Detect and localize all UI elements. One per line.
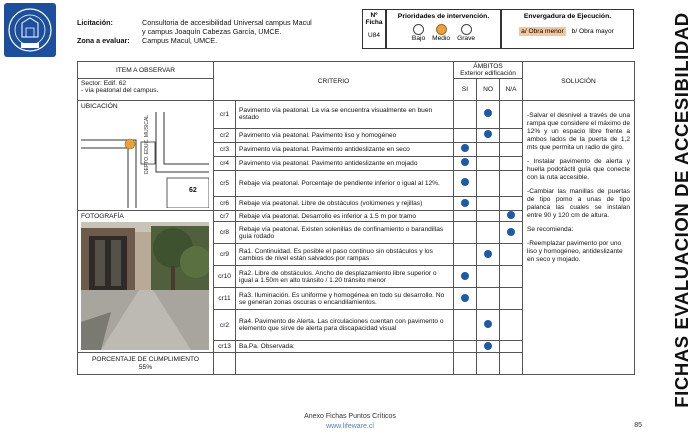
evaluation-table	[77, 61, 635, 375]
table-row: cr2 Pavimento vía peatonal. Pavimento liso y homogéneo	[78, 128, 635, 142]
solucion-text-1: -Salvar el desnivel a través de una rampa que considere el máximo de 12% y un espacio libre frente a ambos lados de la puerta de 1,2 mts que permita un radio de giro.	[527, 112, 631, 151]
fotografia-label: FOTOGRAFÍA	[81, 213, 124, 220]
item-header: ITEM A OBSERVAR	[78, 62, 214, 79]
cell-no	[477, 101, 500, 129]
mark-dot-icon	[461, 294, 469, 302]
col-si: SI	[454, 79, 477, 101]
ubicacion-label: UBICACIÓN	[81, 103, 118, 110]
table-row: cr9 Ra1. Continuidad. Es posible el paso continuo sin obstáculos y los cambios de nivel están salvados por rampas	[78, 244, 635, 266]
solucion-text-2: - Instalar pavimento de alerta y huella podotáctil guía que conecte con la ruta accesible.	[527, 158, 631, 181]
map-street-label: DEPTO. EDUC. MUSICAL	[144, 114, 150, 174]
table-row: cr4 Pavimento vía peatonal. Pavimento antideslizante en mojado	[78, 156, 635, 170]
solucion-text-4: Se recomienda:	[527, 226, 574, 233]
row-criterio: Pavimento vía peatonal. La vía se encuentra visualmente en buen estado	[236, 101, 454, 129]
licitacion-value: Consultoria de accesibilidad Universal campus Macul y campus Joaquín Cabezas García, UMCE.	[142, 18, 312, 36]
porcentaje-label: PORCENTAJE DE CUMPLIMIENTO	[91, 355, 200, 363]
solucion-text-5: -Reemplazar pavimento por uno liso y homogéneo, antideslizante en seco y mojado.	[527, 240, 623, 263]
mark-dot-icon	[484, 130, 492, 138]
envergadura-option-b[interactable]: b/ Obra mayor	[571, 28, 614, 35]
solucion-text-3: -Cambiar las manillas de puertas de tipo pomo a unas de tipo palanca las cuales se instalan entre 90 y 120 cm de altura.	[527, 188, 631, 219]
mark-dot-icon	[484, 250, 492, 258]
prioridades-box: Prioridades de intervención. Bajo Medio Grave	[386, 9, 501, 49]
col-na: N/A	[500, 79, 523, 101]
zona-label: Zona a evaluar:	[77, 36, 130, 45]
table-row	[78, 101, 635, 129]
table-row: cr6 Rebaje vía peatonal. Libre de obstáculos (volúmenes y rejillas)	[78, 197, 635, 211]
location-marker-icon	[125, 139, 135, 149]
mark-dot-icon	[484, 109, 492, 117]
licitacion-label: Licitación:	[77, 18, 113, 27]
mark-dot-icon	[461, 199, 469, 207]
footer-link[interactable]: www.lifeware.cl	[326, 423, 374, 430]
table-row: cr10 Ra2. Libre de obstáculos. Ancho de desplazamiento libre superior o igual a 1.50m en alto tránsito / 1.20 tránsito menor	[78, 266, 635, 288]
criterio-header: CRITERIO	[214, 62, 454, 101]
solucion-cell	[523, 101, 635, 375]
table-row: cr11 Ra3. Iluminación. Es uniforme y homogénea en todo su desarrollo. No se generan zonas oscuras o encandilamientos.	[78, 288, 635, 310]
fotografia-cell	[78, 211, 214, 353]
mark-dot-icon	[484, 320, 492, 328]
footer-title: Anexo Fichas Puntos Críticos	[304, 413, 396, 420]
table-row: cr5 Rebaje vía peatonal. Porcentaje de pendiente inferior o igual al 12%.	[78, 170, 635, 197]
cell-si	[454, 101, 477, 129]
porcentaje-cell	[78, 353, 214, 375]
solucion-header: SOLUCIÓN	[523, 62, 635, 101]
ficha-number-box: Nº Ficha U84	[362, 9, 386, 49]
zona-value: Campus Macul, UMCE.	[142, 36, 218, 45]
ubicacion-cell	[78, 101, 214, 211]
mark-dot-icon	[461, 178, 469, 186]
mark-dot-icon	[461, 144, 469, 152]
mark-dot-icon	[484, 342, 492, 350]
site-photo	[81, 222, 209, 350]
row-code: cr1	[214, 101, 236, 129]
porcentaje-value: 55%	[138, 363, 153, 371]
sidebar-title: FICHAS EVALUACION DE ACCESIBILIDAD	[671, 12, 692, 408]
priority-bajo[interactable]: Bajo	[412, 24, 425, 42]
priority-medio[interactable]: Medio	[432, 24, 450, 42]
map-building-number: 62	[189, 187, 197, 194]
radio-medio-selected-icon	[436, 24, 447, 35]
table-row: cr13 Ba.Pa. Observada:	[78, 341, 635, 353]
priority-grave[interactable]: Grave	[457, 24, 475, 42]
sector-cell: Sector: Edif. 62 - vía peatonal del campus.	[78, 79, 214, 101]
col-no: NO	[477, 79, 500, 101]
mark-dot-icon	[507, 228, 515, 236]
umce-logo-icon	[4, 3, 56, 57]
mark-dot-icon	[507, 211, 515, 219]
table-row: cr3 Pavimento vía peatonal. Pavimento antideslizante en seco	[78, 142, 635, 156]
mark-dot-icon	[461, 158, 469, 166]
mark-dot-icon	[461, 272, 469, 280]
ambitos-header: ÁMBITOS Exterior edificación	[454, 62, 523, 79]
page-number: 85	[634, 422, 642, 429]
table-row: cr8 Rebaje vía peatonal. Existen solenillas de confinamiento o barandillas guía rodado	[78, 222, 635, 244]
radio-bajo-icon	[413, 24, 424, 35]
envergadura-box: Envergadura de Ejecución. a/ Obra menor b/ Obra mayor	[501, 9, 634, 49]
table-row: FOTOGRAFÍA cr7 Rebaje vía peatonal. Desarrollo es inferior a 1.5 m por tramo	[78, 211, 635, 222]
location-map	[81, 112, 209, 208]
cell-na	[500, 101, 523, 129]
radio-grave-icon	[461, 24, 472, 35]
envergadura-option-a[interactable]: a/ Obra menor	[521, 28, 564, 35]
ficha-number: U84	[368, 32, 380, 39]
table-row: cr2 Ra4. Pavimento de Alerta. Las circulaciones cuentan con pavimento o elemento que sirve de alerta para discapacidad visual	[78, 310, 635, 341]
